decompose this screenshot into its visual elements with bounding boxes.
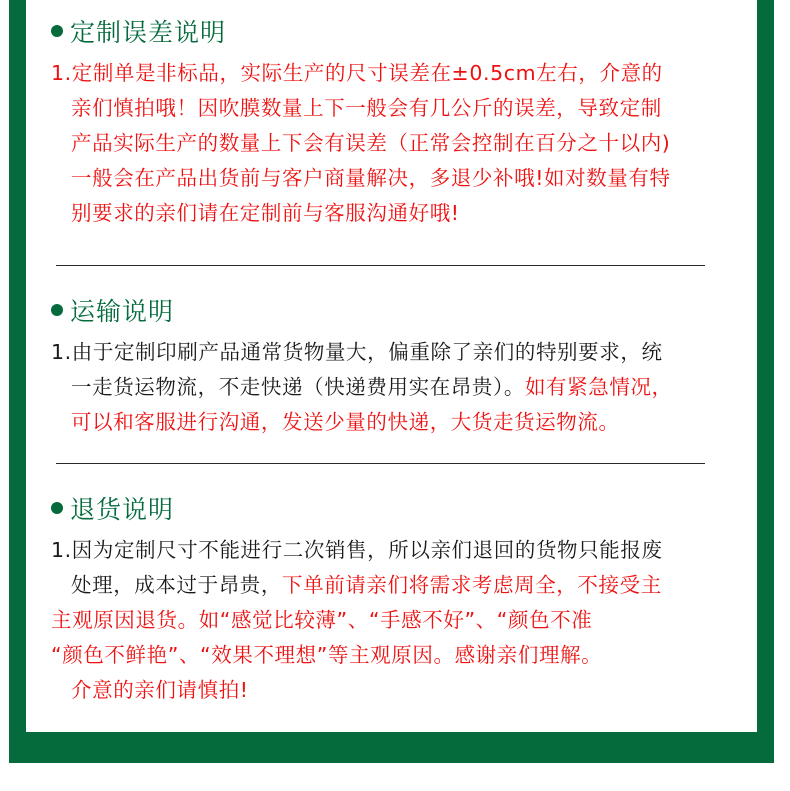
section-shipping xyxy=(34,293,724,440)
section-heading xyxy=(34,491,724,525)
text-line: 可以和客服进行沟通，发送少量的快递，大货走货运物流。 xyxy=(71,410,620,434)
text-line: “颜色不鲜艳”、“效果不理想”等主观原因。感谢亲们理解。 xyxy=(51,643,603,667)
section-heading xyxy=(34,14,724,48)
divider xyxy=(56,463,705,464)
text-line: 一走货运物流，不走快递（快递费用实在昂贵）。如有紧急情况， xyxy=(71,375,673,399)
text-line: 一般会在产品出货前与客户商量解决，多退少补哦!如对数量有特 xyxy=(71,166,671,190)
section-body xyxy=(34,335,724,440)
bullet-dot-icon xyxy=(51,502,63,514)
divider xyxy=(56,265,705,266)
text-line: 1.定制单是非标品，实际生产的尺寸误差在±0.5cm左右，介意的 xyxy=(51,61,663,85)
bullet-dot-icon xyxy=(51,25,63,37)
text-line: 介意的亲们请慎拍! xyxy=(71,678,249,702)
text-line: 亲们慎拍哦！因吹膜数量上下一般会有几公斤的误差，导致定制 xyxy=(71,96,662,120)
section-heading xyxy=(34,293,724,327)
text-line: 1.由于定制印刷产品通常货物量大，偏重除了亲们的特别要求，统 xyxy=(51,340,663,364)
bullet-dot-icon xyxy=(51,304,63,316)
section-title: 运输说明 xyxy=(70,297,175,326)
section-returns xyxy=(34,491,724,708)
section-custom-error xyxy=(34,14,724,231)
section-body xyxy=(34,533,724,708)
text-line: 处理，成本过于昂贵，下单前请亲们将需求考虑周全，不接受主 xyxy=(71,573,662,597)
section-body xyxy=(34,56,724,231)
text-line: 主观原因退货。如“感觉比较薄”、“手感不好”、“颜色不准 xyxy=(51,608,593,632)
text-line: 1.因为定制尺寸不能进行二次销售，所以亲们退回的货物只能报废 xyxy=(51,538,663,562)
text-line: 产品实际生产的数量上下会有误差（正常会控制在百分之十以内) xyxy=(71,131,671,155)
text-line: 别要求的亲们请在定制前与客服沟通好哦! xyxy=(71,201,460,225)
section-title: 退货说明 xyxy=(70,495,175,524)
section-title: 定制误差说明 xyxy=(70,18,227,47)
